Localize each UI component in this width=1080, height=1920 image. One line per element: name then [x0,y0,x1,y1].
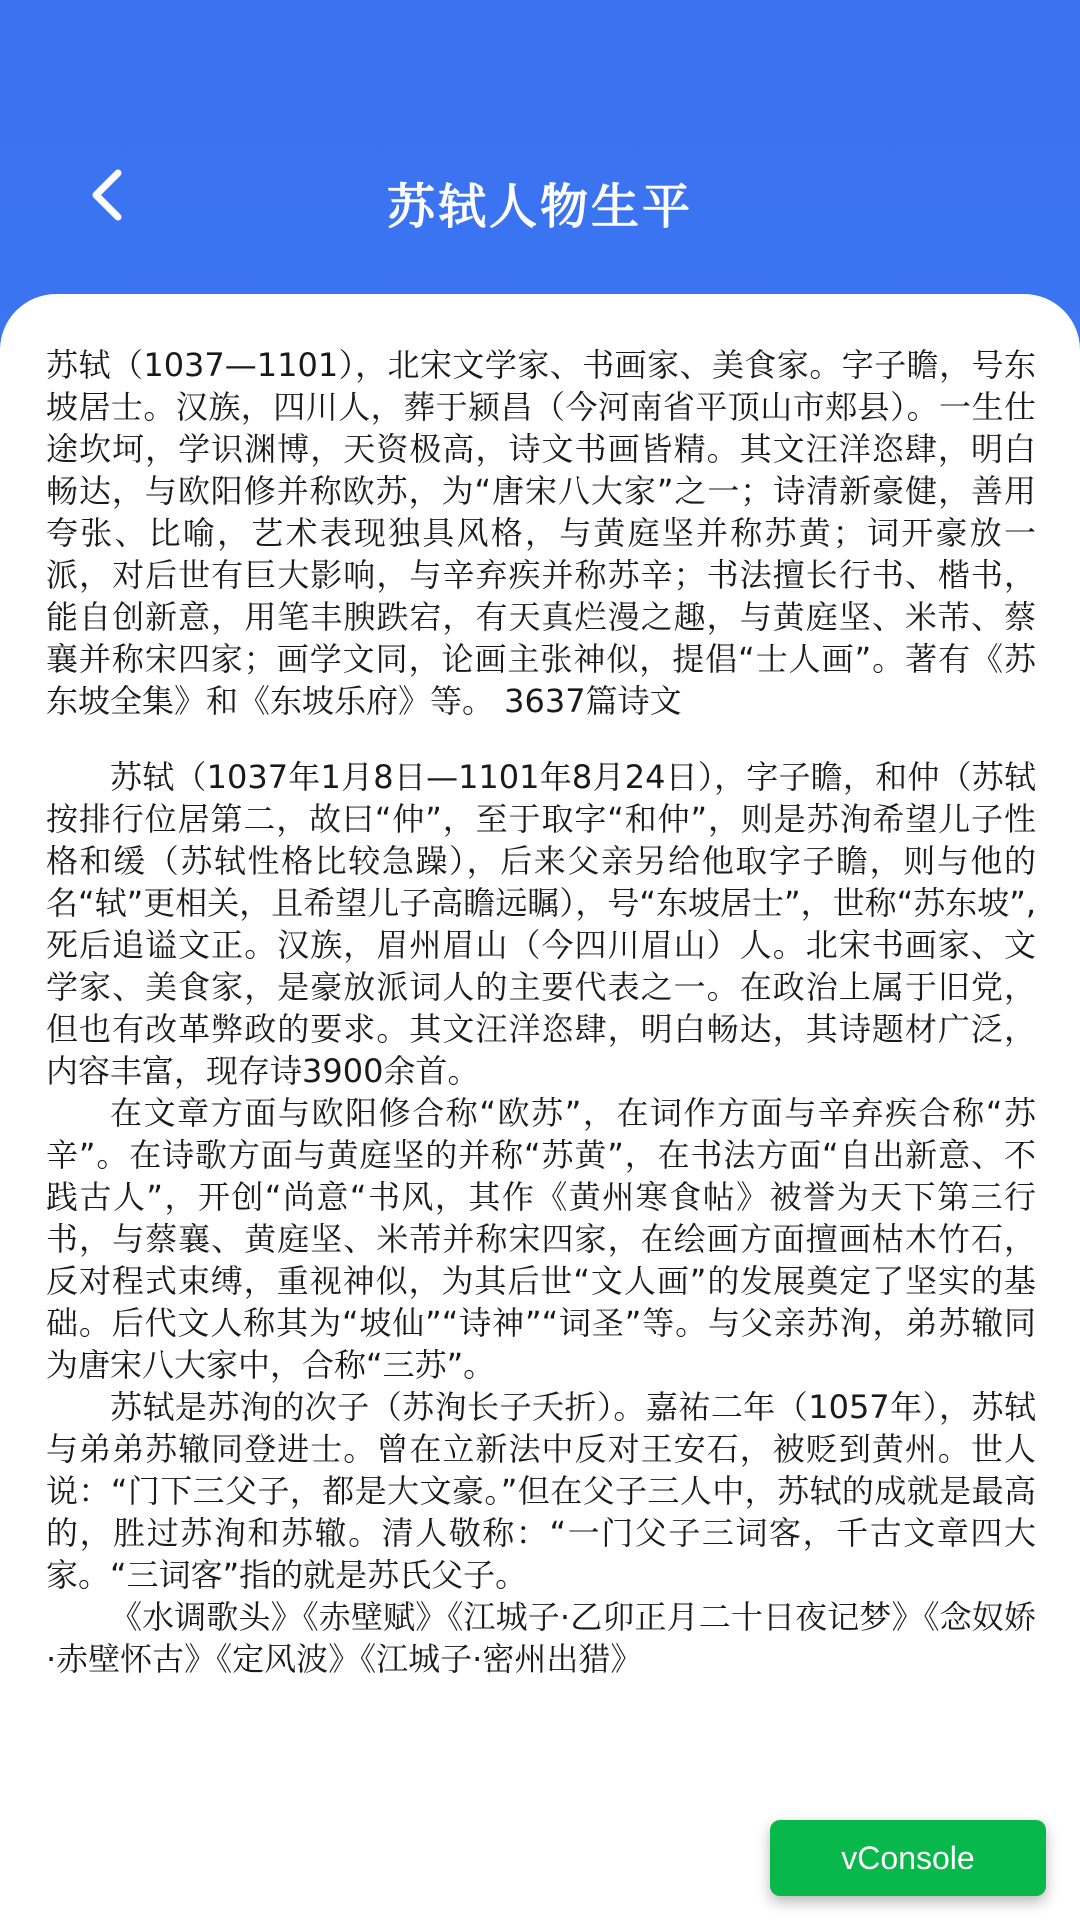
page-title: 苏轼人物生平 [386,179,693,235]
biography-paragraph-1: 苏轼（1037年1月8日—1101年8月24日），字子瞻，和仲（苏轼按排行位居第二，故曰“仲”，至于取字“和仲”，则是苏洵希望儿子性格和缓（苏轼性格比较急躁），后来父亲另给他取字子瞻，则与他的名“轼”更相关，且希望儿子高瞻远瞩），号“东坡居士”，世称“苏东坡”,死后追谥文正。汉族，眉州眉山（今四川眉山）人。北宋书画家、文学家、美食家，是豪放派词人的主要代表之一。在政治上属于旧党，但也有改革弊政的要求。其文汪洋恣肆，明白畅达，其诗题材广泛，内容丰富，现存诗3900余首。 [46,758,1036,1090]
intro-paragraph: 苏轼（1037—1101），北宋文学家、书画家、美食家。字子瞻，号东坡居士。汉族，四川人，葬于颍昌（今河南省平顶山市郏县）。一生仕途坎坷，学识渊博，天资极高，诗文书画皆精。其文汪洋恣肆，明白畅达，与欧阳修并称欧苏，为“唐宋八大家”之一；诗清新豪健，善用夸张、比喻，艺术表现独具风格，与黄庭坚并称苏黄；词开豪放一派，对后世有巨大影响，与辛弃疾并称苏辛；书法擅长行书、楷书，能自创新意，用笔丰腴跌宕，有天真烂漫之趣，与黄庭坚、米芾、蔡襄并称宋四家；画学文同，论画主张神似，提倡“士人画”。著有《苏东坡全集》和《东坡乐府》等。 3637篇诗文 [46,346,1036,720]
biography-text [46,344,1036,1680]
vconsole-button[interactable]: vConsole [770,1820,1046,1896]
header-bar [0,0,1080,300]
biography-paragraph-2: 在文章方面与欧阳修合称“欧苏”，在词作方面与辛弃疾合称“苏辛”。在诗歌方面与黄庭坚的并称“苏黄”，在书法方面“自出新意、不践古人”，开创“尚意“书风，其作《黄州寒食帖》被誉为天下第三行书，与蔡襄、黄庭坚、米芾并称宋四家，在绘画方面擅画枯木竹石，反对程式束缚，重视神似，为其后世“文人画”的发展奠定了坚实的基础。后代文人称其为“坡仙”“诗神”“词圣”等。与父亲苏洵，弟苏辙同为唐宋八大家中，合称“三苏”。 [46,1094,1036,1384]
biography-paragraph-3: 苏轼是苏洵的次子（苏洵长子夭折）。嘉祐二年（1057年），苏轼与弟弟苏辙同登进士。曾在立新法中反对王安石，被贬到黄州。世人说：“门下三父子，都是大文豪。”但在父子三人中，苏轼的成就是最高的，胜过苏洵和苏辙。清人敬称：“一门父子三词客，千古文章四大家。“三词客”指的就是苏氏父子。 [46,1388,1036,1594]
works-paragraph: 《水调歌头》《赤壁赋》《江城子·乙卯正月二十日夜记梦》《念奴娇·赤壁怀古》《定风波》《江城子·密州出猎》 [46,1598,1036,1678]
content-card[interactable] [0,294,1080,1920]
